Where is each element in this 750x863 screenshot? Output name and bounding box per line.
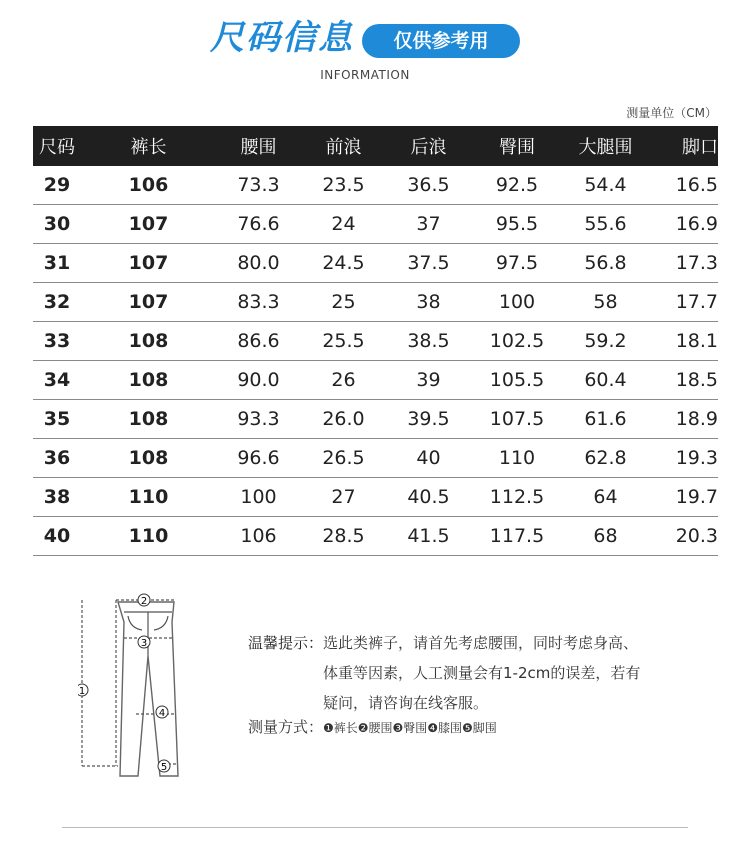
svg-text:3: 3 — [140, 638, 148, 649]
tip-block — [248, 628, 688, 718]
value-cell: 108 — [128, 330, 169, 352]
value-cell: 37 — [416, 213, 441, 235]
column-header: 尺码 — [39, 137, 75, 158]
value-cell: 26.0 — [322, 408, 365, 430]
value-cell: 17.7 — [675, 291, 718, 313]
measure-method — [248, 716, 497, 737]
tip-text-1: 选此类裤子，请首先考虑腰围，同时考虑身高、 — [323, 634, 639, 652]
value-cell: 108 — [128, 447, 169, 469]
value-cell: 106 — [128, 174, 169, 196]
value-cell: 55.6 — [584, 213, 627, 235]
value-cell: 26.5 — [322, 447, 365, 469]
size-table — [33, 126, 718, 556]
value-cell: 68 — [593, 525, 618, 547]
value-cell: 17.3 — [675, 252, 718, 274]
table-row — [33, 166, 718, 205]
size-cell: 29 — [43, 174, 71, 196]
tip-line-1 — [248, 628, 688, 658]
table-row — [33, 361, 718, 400]
marker-1 — [78, 684, 88, 697]
value-cell: 107 — [128, 213, 169, 235]
page-header — [0, 16, 750, 86]
value-cell: 108 — [128, 369, 169, 391]
reference-only-badge: 仅供参考用 — [362, 24, 520, 58]
table-row — [33, 322, 718, 361]
value-cell: 27 — [331, 486, 356, 508]
table-body — [33, 166, 718, 556]
column-header: 大腿围 — [578, 137, 633, 158]
value-cell: 37.5 — [407, 252, 450, 274]
value-cell: 107.5 — [489, 408, 545, 430]
value-cell: 16.9 — [675, 213, 718, 235]
value-cell: 107 — [128, 252, 169, 274]
column-header: 裤长 — [130, 137, 167, 158]
value-cell: 64 — [593, 486, 618, 508]
value-cell: 60.4 — [584, 369, 627, 391]
pants-diagram — [78, 586, 198, 786]
value-cell: 25.5 — [322, 330, 365, 352]
size-cell: 38 — [43, 486, 71, 508]
value-cell: 110 — [128, 486, 169, 508]
value-cell: 112.5 — [489, 486, 545, 508]
value-cell: 54.4 — [584, 174, 627, 196]
value-cell: 76.6 — [237, 213, 280, 235]
value-cell: 19.7 — [675, 486, 718, 508]
value-cell: 39.5 — [407, 408, 450, 430]
bottom-divider — [62, 827, 688, 828]
tip-line-3: 疑问，请咨询在线客服。 — [323, 694, 489, 712]
value-cell: 97.5 — [495, 252, 539, 274]
value-cell: 117.5 — [489, 525, 545, 547]
page-title: 尺码信息 — [210, 18, 354, 58]
size-cell: 32 — [43, 291, 71, 313]
value-cell: 102.5 — [489, 330, 545, 352]
size-cell: 33 — [43, 330, 71, 352]
marker-2 — [138, 594, 150, 607]
column-header: 腰围 — [240, 137, 277, 158]
marker-4 — [156, 706, 168, 719]
size-cell: 30 — [43, 213, 71, 235]
column-header: 脚口 — [682, 137, 718, 158]
value-cell: 40 — [416, 447, 441, 469]
page-subtitle: INFORMATION — [320, 68, 410, 82]
value-cell: 83.3 — [237, 291, 280, 313]
value-cell: 38 — [416, 291, 441, 313]
tip-line-2: 体重等因素，人工测量会有1-2cm的误差，若有 — [323, 664, 641, 682]
value-cell: 110 — [128, 525, 169, 547]
value-cell: 80.0 — [237, 252, 280, 274]
value-cell: 19.3 — [675, 447, 718, 469]
value-cell: 23.5 — [322, 174, 365, 196]
value-cell: 59.2 — [584, 330, 627, 352]
value-cell: 108 — [128, 408, 169, 430]
size-cell: 36 — [43, 447, 71, 469]
svg-text:1: 1 — [78, 686, 86, 697]
value-cell: 56.8 — [584, 252, 627, 274]
value-cell: 25 — [331, 291, 356, 313]
size-cell: 40 — [43, 525, 71, 547]
table-row — [33, 517, 718, 556]
table-row — [33, 400, 718, 439]
table-row — [33, 283, 718, 322]
value-cell: 93.3 — [237, 408, 280, 430]
unit-label: 测量单位（CM） — [626, 106, 717, 120]
column-header: 前浪 — [325, 137, 362, 158]
size-cell: 34 — [43, 369, 71, 391]
value-cell: 39 — [416, 369, 441, 391]
value-cell: 20.3 — [675, 525, 718, 547]
value-cell: 26 — [331, 369, 356, 391]
value-cell: 95.5 — [495, 213, 539, 235]
table-row — [33, 205, 718, 244]
table-header-row — [33, 126, 718, 166]
value-cell: 107 — [128, 291, 169, 313]
value-cell: 92.5 — [495, 174, 539, 196]
column-header: 臀围 — [499, 137, 535, 158]
value-cell: 18.1 — [675, 330, 718, 352]
value-cell: 100 — [240, 486, 277, 508]
value-cell: 73.3 — [237, 174, 280, 196]
value-cell: 41.5 — [407, 525, 450, 547]
table-row — [33, 439, 718, 478]
value-cell: 105.5 — [489, 369, 545, 391]
table-row — [33, 478, 718, 517]
svg-text:2: 2 — [140, 596, 148, 607]
value-cell: 96.6 — [237, 447, 280, 469]
value-cell: 62.8 — [584, 447, 627, 469]
value-cell: 28.5 — [322, 525, 365, 547]
value-cell: 110 — [498, 447, 536, 469]
value-cell: 16.5 — [675, 174, 718, 196]
tip-label: 温馨提示： — [248, 634, 324, 652]
value-cell: 38.5 — [407, 330, 450, 352]
value-cell: 106 — [240, 525, 277, 547]
svg-text:4: 4 — [158, 708, 166, 719]
value-cell: 58 — [593, 291, 618, 313]
value-cell: 18.5 — [675, 369, 718, 391]
value-cell: 36.5 — [407, 174, 450, 196]
column-header: 后浪 — [410, 137, 447, 158]
svg-text:5: 5 — [160, 762, 168, 773]
table-row — [33, 244, 718, 283]
value-cell: 40.5 — [407, 486, 450, 508]
size-cell: 31 — [43, 252, 71, 274]
value-cell: 100 — [498, 291, 536, 313]
value-cell: 24 — [331, 213, 356, 235]
value-cell: 86.6 — [237, 330, 280, 352]
size-cell: 35 — [43, 408, 71, 430]
value-cell: 18.9 — [675, 408, 718, 430]
measure-method-label: 测量方式： — [248, 718, 324, 736]
measure-method-items: ❶裤长❷腰围❸臀围❹膝围❺脚围 — [323, 721, 497, 735]
value-cell: 24.5 — [322, 252, 365, 274]
value-cell: 61.6 — [584, 408, 627, 430]
value-cell: 90.0 — [237, 369, 280, 391]
